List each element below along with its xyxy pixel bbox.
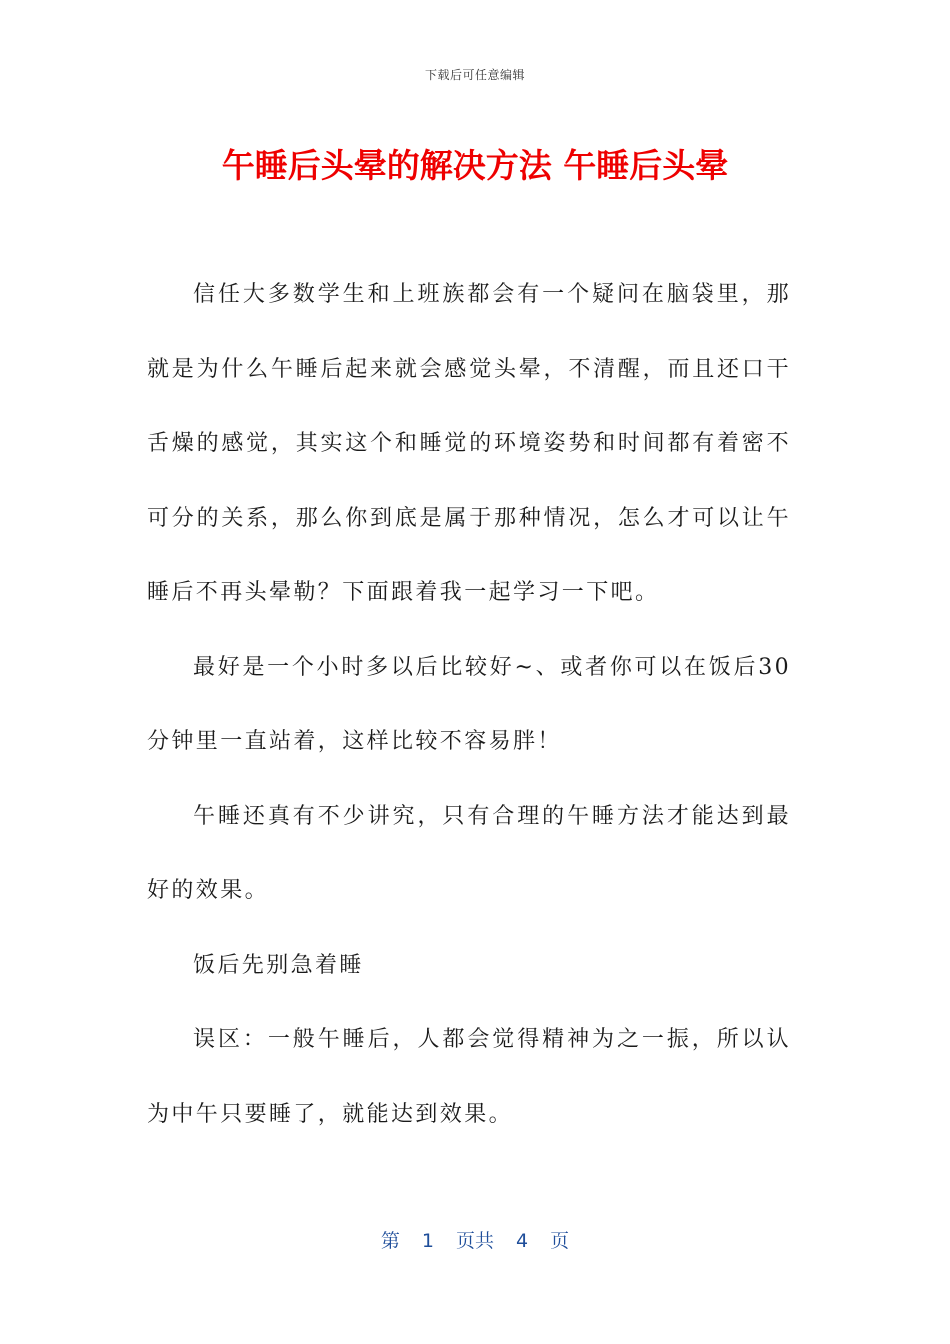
footer-middle: 页共 <box>455 1230 494 1252</box>
footer-current-page: 1 <box>421 1230 434 1252</box>
paragraph-after-meal: 最好是一个小时多以后比较好~、或者你可以在饭后30分钟里一直站着，这样比较不容易胖！ <box>147 654 791 754</box>
paragraph-misconception: 误区：一般午睡后，人都会觉得精神为之一振，所以认为中午只要睡了，就能达到效果。 <box>147 1027 791 1127</box>
paragraph-nap-method: 午睡还真有不少讲究，只有合理的午睡方法才能达到最好的效果。 <box>147 803 791 903</box>
footer-total-pages: 4 <box>516 1230 529 1252</box>
document-body <box>147 258 791 1152</box>
paragraph-intro: 信任大多数学生和上班族都会有一个疑问在脑袋里，那就是为什么午睡后起来就会感觉头晕，不清醒，而且还口干舌燥的感觉，其实这个和睡觉的环境姿势和时间都有着密不可分的关系，那么你到底是属于那种情况，怎么才可以让午睡后不再头晕勒？下面跟着我一起学习一下吧。 <box>147 282 791 605</box>
footer-suffix: 页 <box>550 1230 570 1252</box>
footer-prefix: 第 <box>380 1230 400 1252</box>
paragraph-subheading: 饭后先别急着睡 <box>193 952 364 978</box>
page-footer <box>0 1226 950 1253</box>
header-note: 下载后可任意编辑 <box>424 68 525 82</box>
document-title: 午睡后头晕的解决方法 午睡后头晕 <box>221 146 729 185</box>
